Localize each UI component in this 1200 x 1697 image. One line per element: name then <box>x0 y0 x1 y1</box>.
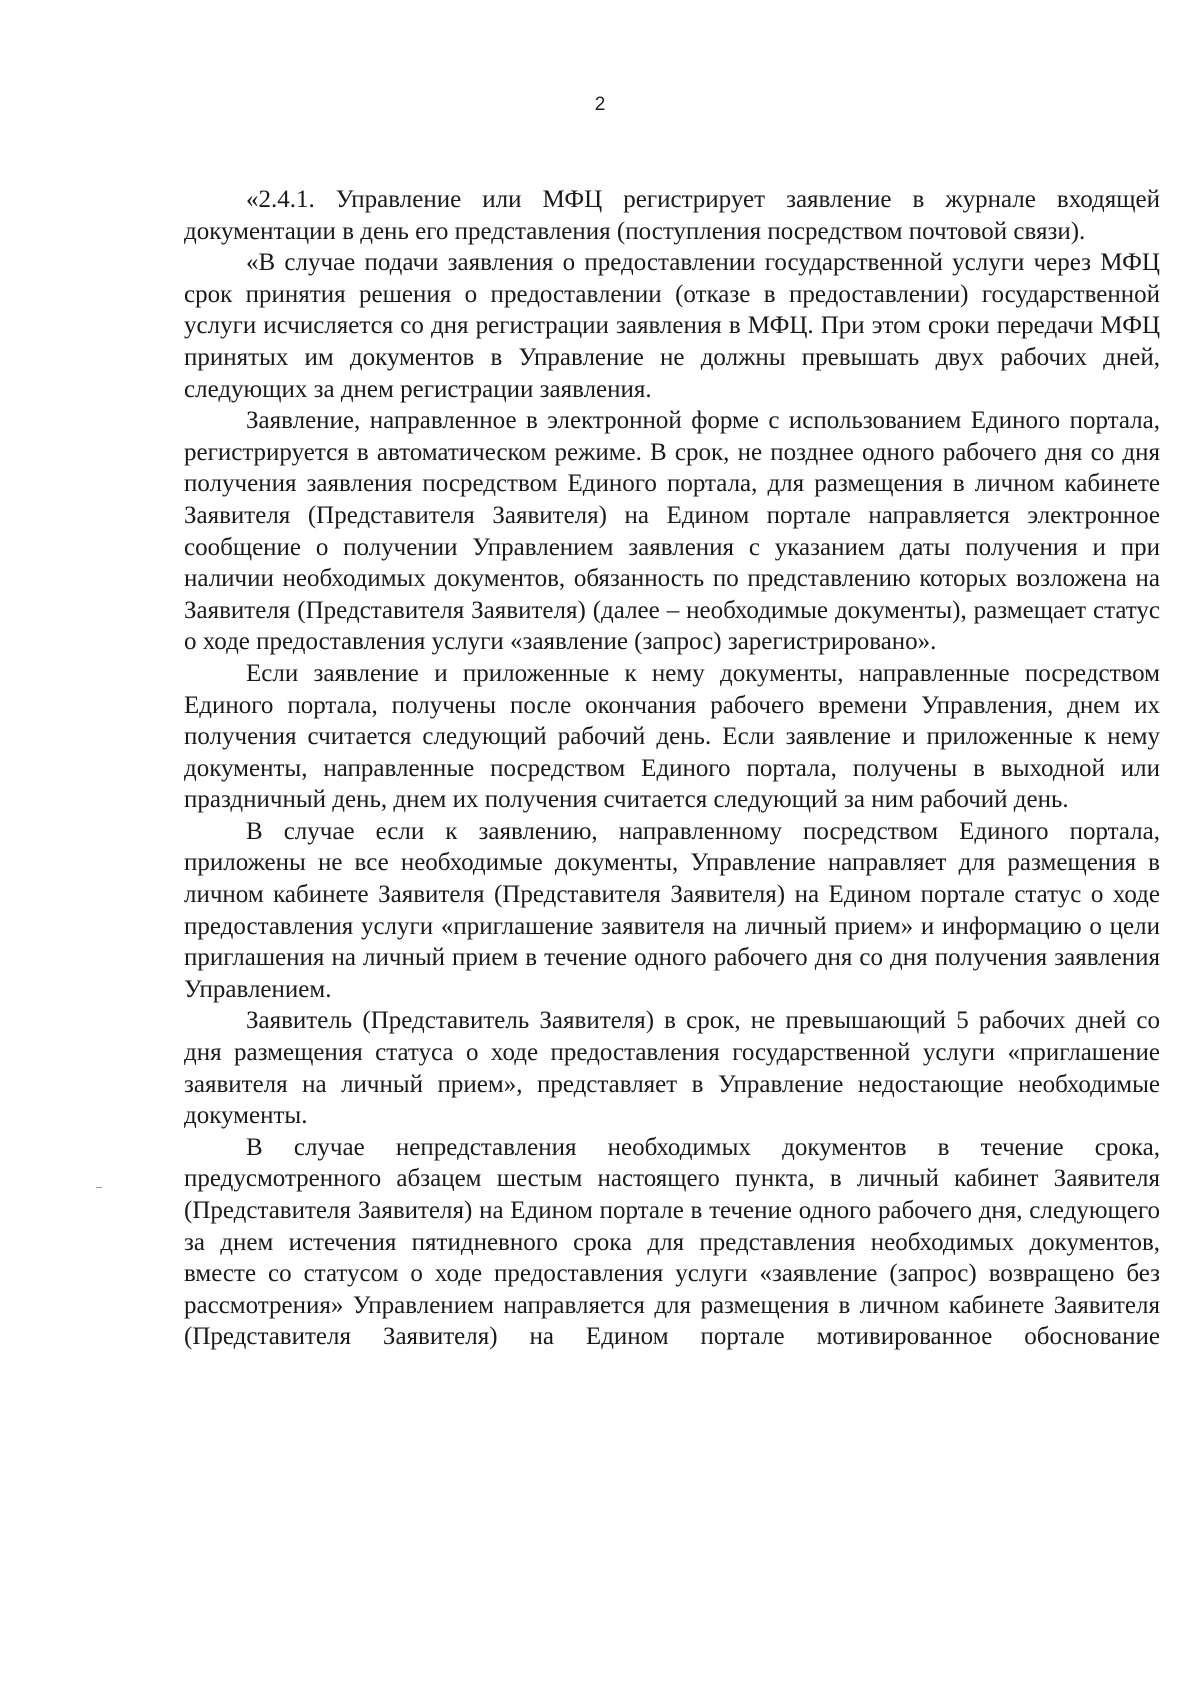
document-body <box>184 184 1160 1353</box>
paragraph-electronic-application: Заявление, направленное в электронной форме с использованием Единого портала, регистрируется в автоматическом режиме. В срок, не позднее одного рабочего дня со дня получения заявления посредством Единого портала, для размещения в личном кабинете Заявителя (Представителя Заявителя) на Едином портале направляется электронное сообщение о получении Управлением заявления с указанием даты получения и при наличии необходимых документов, обязанность по представлению которых возложена на Заявителя (Представителя Заявителя) (далее – необходимые документы), размещает статус о ходе предоставления услуги «заявление (запрос) зарегистрировано». <box>184 407 1160 656</box>
paragraph-missing-documents: В случае если к заявлению, направленному посредством Единого портала, приложены не все необходимые документы, Управление направляет для размещения в личном кабинете Заявителя (Представителя Заявителя) на Едином портале статус о ходе предоставления услуги «приглашение заявителя на личный прием» и информацию о цели приглашения на личный прием в течение одного рабочего дня со дня получения заявления Управлением. <box>184 817 1160 1003</box>
scan-mark <box>96 1187 102 1188</box>
paragraph-after-hours: Если заявление и приложенные к нему документы, направленные посредством Единого портала, получены после окончания рабочего времени Управления, днем их получения считается следующий рабочий день. Если заявление и приложенные к нему документы, направленные посредством Единого портала, получены в выходной или праздничный день, днем их получения считается следующий за ним рабочий день. <box>184 659 1160 814</box>
page-number: 2 <box>594 94 606 115</box>
paragraph-mfc-terms: «В случае подачи заявления о предоставлении государственной услуги через МФЦ срок принятия решения о предоставлении (отказе в предоставлении) государственной услуги исчисляется со дня регистрации заявления в МФЦ. При этом сроки передачи МФЦ принятых им документов в Управление не должны превышать двух рабочих дней, следующих за днем регистрации заявления. <box>184 249 1160 403</box>
paragraph-registration: «2.4.1. Управление или МФЦ регистрирует заявление в журнале входящей документации в день его представления (поступления посредством почтовой связи). <box>184 186 1160 245</box>
paragraph-five-days: Заявитель (Представитель Заявителя) в срок, не превышающий 5 рабочих дней со дня размещения статуса о ходе предоставления государственной услуги «приглашение заявителя на личный прием», представляет в Управление недостающие необходимые документы. <box>184 1007 1160 1130</box>
paragraph-return-without-review: В случае непредставления необходимых документов в течение срока, предусмотренного абзацем шестым настоящего пункта, в личный кабинет Заявителя (Представителя Заявителя) на Едином портале в течение одного рабочего дня, следующего за днем истечения пятидневного срока для представления необходимых документов, вместе со статусом о ходе предоставления услуги «заявление (запрос) возвращено без рассмотрения» Управлением направляется для размещения в личном кабинете Заявителя (Представителя Заявителя) на Едином портале мотивированное обоснование <box>184 1133 1160 1351</box>
